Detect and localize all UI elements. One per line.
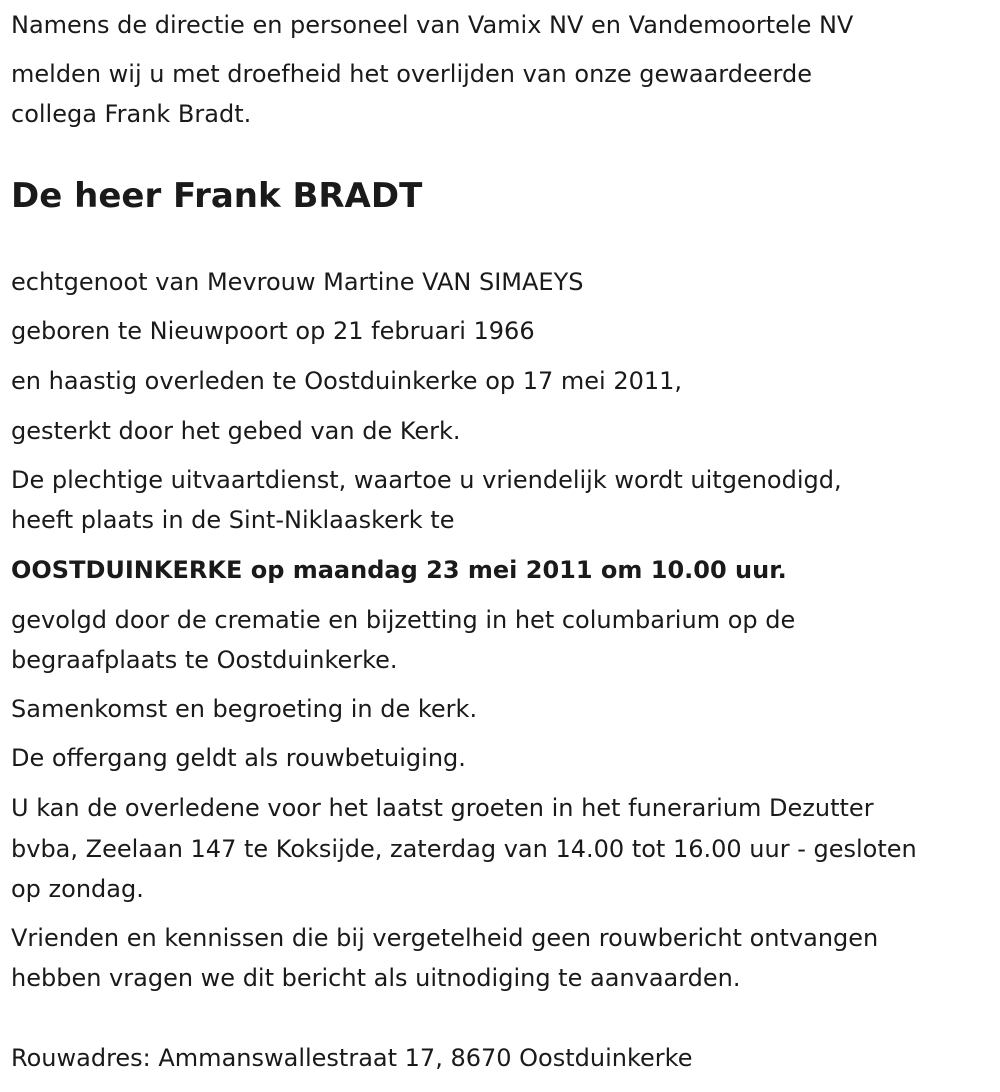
visitation-line-3: op zondag. — [11, 875, 144, 903]
invitation-line-1: Vrienden en kennissen die bij vergetelheid geen rouwbericht ontvangen — [11, 924, 879, 952]
visitation-line-2: bvba, Zeelaan 147 te Koksijde, zaterdag van 14.00 tot 16.00 uur - gesloten — [11, 835, 917, 863]
intro-line-3: collega Frank Bradt. — [11, 100, 252, 128]
service-followed-2: begraafplaats te Oostduinkerke. — [11, 646, 398, 674]
strengthened-line: gesterkt door het gebed van de Kerk. — [11, 417, 461, 445]
service-line-2: heeft plaats in de Sint-Niklaaskerk te — [11, 506, 455, 534]
intro-line-2: melden wij u met droefheid het overlijden van onze gewaardeerde — [11, 60, 812, 88]
service-followed-1: gevolgd door de crematie en bijzetting in het columbarium op de — [11, 606, 796, 634]
spouse-line: echtgenoot van Mevrouw Martine VAN SIMAEYS — [11, 268, 584, 296]
mourning-address: Rouwadres: Ammanswallestraat 17, 8670 Oostduinkerke — [11, 1044, 693, 1072]
deceased-title: De heer Frank BRADT — [11, 176, 423, 216]
service-datetime: OOSTDUINKERKE op maandag 23 mei 2011 om 10.00 uur. — [11, 556, 787, 584]
intro-line-1: Namens de directie en personeel van Vamix NV en Vandemoortele NV — [11, 11, 854, 39]
visitation-line-1: U kan de overledene voor het laatst groeten in het funerarium Dezutter — [11, 794, 874, 822]
birth-line: geboren te Nieuwpoort op 21 februari 1966 — [11, 317, 535, 345]
service-line-1: De plechtige uitvaartdienst, waartoe u vriendelijk wordt uitgenodigd, — [11, 466, 842, 494]
invitation-line-2: hebben vragen we dit bericht als uitnodiging te aanvaarden. — [11, 964, 741, 992]
gathering-line: Samenkomst en begroeting in de kerk. — [11, 695, 478, 723]
offering-line: De offergang geldt als rouwbetuiging. — [11, 744, 466, 772]
death-line: en haastig overleden te Oostduinkerke op 17 mei 2011, — [11, 367, 683, 395]
